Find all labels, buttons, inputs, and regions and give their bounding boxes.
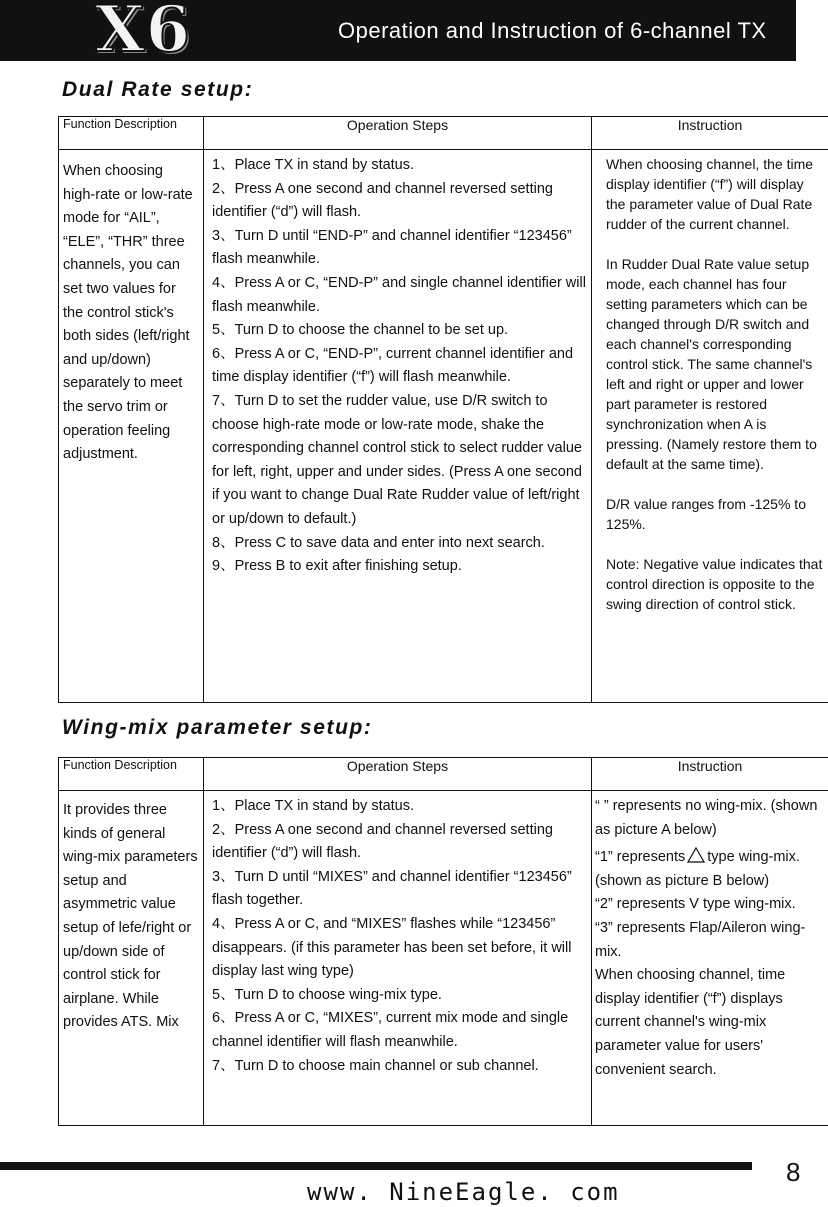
col-instruction-header: Instruction (592, 758, 828, 791)
step-item: 9、Press B to exit after finishing setup. (212, 558, 462, 575)
instruction-paragraph: Note: Negative value indicates that control direction is opposite to the swing direction of control stick. (606, 556, 823, 612)
step-item: 3、Turn D until “MIXES” and channel identifier “123456” flash together. (212, 868, 572, 909)
instruction-text (592, 150, 828, 703)
instruction-fragment: type wing-mix. (shown as picture B below) (595, 849, 800, 889)
col-instruction-header: Instruction (592, 117, 828, 150)
step-item: 7、Turn D to set the rudder value, use D/R switch to choose high-rate mode or low-rate mode, shake the corresponding channel control stick to select rudder value for left, right, upper and under sides. (Press A one second if you want to change Dual Rate Rudder value of left/right or up/down to default.) (212, 392, 582, 527)
table-header-row (59, 117, 828, 150)
col-steps-header: Operation Steps (204, 117, 592, 150)
x6-logo: X6 (95, 0, 192, 67)
step-item: 6、Press A or C, “MIXES”, current mix mode and single channel identifier will flash meanwhile. (212, 1010, 569, 1050)
instruction-paragraph: In Rudder Dual Rate value setup mode, each channel has four setting parameters which can be changed through D/R switch and each channel's corresponding control stick. The same channel's left and right or upper and lower part parameter is restored synchronization when A is pressing. (Namely restore them to default at the same time). (606, 256, 817, 472)
instruction-text (592, 791, 828, 1126)
step-item: 2、Press A one second and channel reversed setting identifier (“d”) will flash. (212, 821, 553, 862)
instruction-paragraph: D/R value ranges from -125% to 125%. (606, 496, 806, 532)
triangle-icon (687, 847, 705, 863)
instruction-fragment: “1” represents (595, 849, 686, 866)
step-item: 1、Place TX in stand by status. (212, 157, 415, 173)
step-item: 5、Turn D to choose the channel to be set up. (212, 322, 509, 339)
step-item: 4、Press A or C, and “MIXES” flashes while “123456” disappears. (if this parameter has been set before, it will display last wing type) (212, 915, 572, 980)
dual-rate-table (58, 116, 828, 703)
instruction-paragraph: When choosing channel, the time display identifier (“f”) will display the parameter value of Dual Rate rudder of the current channel. (606, 156, 814, 232)
instruction-line: “3” represents Flap/Aileron wing-mix. (595, 919, 806, 960)
operation-steps (204, 150, 592, 703)
step-item: 8、Press C to save data and enter into next search. (212, 534, 545, 551)
function-description: When choosing high-rate or low-rate mode for “AIL”, “ELE”, “THR” three channels, you can set two values for the control stick's both sides (left/right and up/down) separately to meet the servo trim or operation feeling adjustment. (59, 150, 204, 703)
col-function-header: Function Description (59, 758, 204, 791)
instruction-line: “ ” represents no wing-mix. (shown as picture A below) (595, 798, 818, 838)
step-item: 2、Press A one second and channel reversed setting identifier (“d”) will flash. (212, 180, 553, 221)
step-item: 5、Turn D to choose wing-mix type. (212, 986, 442, 1003)
wing-mix-table (58, 757, 828, 1126)
operation-steps (204, 791, 592, 1126)
dual-rate-title: Dual Rate setup: (62, 78, 254, 101)
col-function-header: Function Description (59, 117, 204, 150)
step-item: 7、Turn D to choose main channel or sub channel. (212, 1057, 539, 1074)
footer-bar (0, 1162, 752, 1170)
step-item: 6、Press A or C, “END-P”, current channel identifier and time display identifier (“f”) will flash meanwhile. (212, 345, 574, 386)
instruction-line (595, 846, 827, 893)
table-header-row (59, 758, 828, 791)
function-description: It provides three kinds of general wing-mix parameters setup and asymmetric value setup of lefe/right or up/down side of control stick for airplane. While provides ATS. Mix (59, 791, 204, 1126)
instruction-line: When choosing channel, time display identifier (“f”) displays current channel's wing-mix parameter value for users' convenient search. (595, 967, 786, 1078)
step-item: 3、Turn D until “END-P” and channel identifier “123456” flash meanwhile. (212, 227, 572, 268)
wing-mix-title: Wing-mix parameter setup: (62, 716, 373, 739)
footer-url: www. NineEagle. com (307, 1178, 620, 1206)
instruction-line: “2” represents V type wing-mix. (595, 896, 796, 913)
step-item: 1、Place TX in stand by status. (212, 798, 415, 814)
header-title: Operation and Instruction of 6-channel TX (338, 18, 767, 43)
col-steps-header: Operation Steps (204, 758, 592, 791)
page-number: 8 (786, 1157, 801, 1187)
step-item: 4、Press A or C, “END-P” and single channel identifier will flash meanwhile. (212, 274, 586, 315)
